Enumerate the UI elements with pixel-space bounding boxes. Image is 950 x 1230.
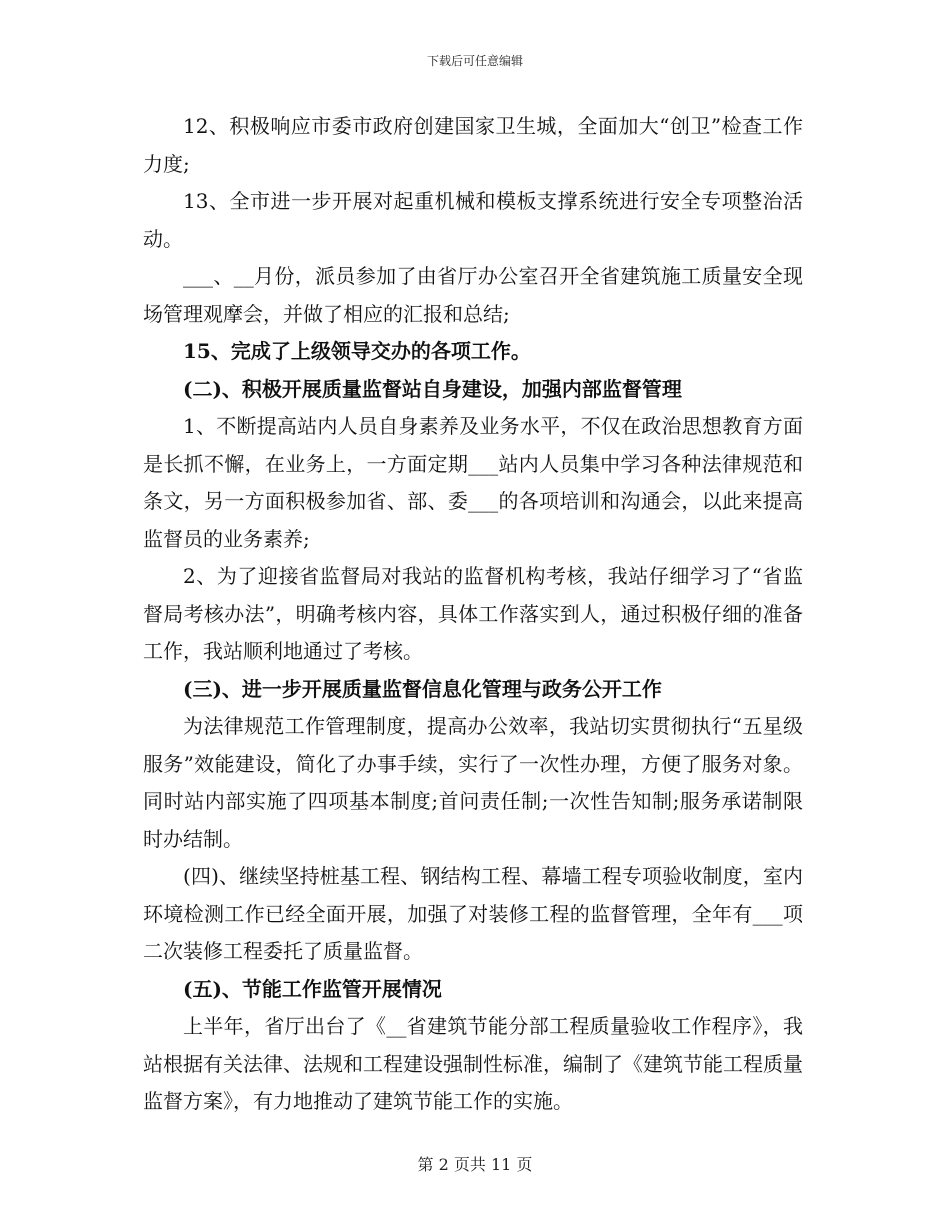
paragraph-s2-2: 2、为了迎接省监督局对我站的监督机构考核，我站仔细学习了“省监督局考核办法”，明确考核内容，具体工作落实到人，通过积极仔细的准备工作，我站顺利地通过了考核。 [143,564,803,663]
paragraph-15: 15、完成了上级领导交办的各项工作。 [183,339,531,363]
section-heading-2: (二)、积极开展质量监督站自身建设，加强内部监督管理 [183,376,682,401]
paragraph-s3: 为法律规范工作管理制度，提高办公效率，我站切实贯彻执行“五星级服务”效能建设，简化了办事手续，实行了一次性办理，方便了服务对象。同时站内部实施了四项基本制度;首问责任制;一次性告知制;服务承诺制限时办结制。 [143,714,803,851]
paragraph-13: 13、全市进一步开展对起重机械和模板支撑系统进行安全专项整治活动。 [143,189,803,251]
document-body [143,108,803,1121]
paragraph-s4: (四)、继续坚持桩基工程、钢结构工程、幕墙工程专项验收制度，室内环境检测工作已经全面开展，加强了对装修工程的监督管理，全年有___项二次装修工程委托了质量监督。 [143,864,803,963]
paragraph-14: ___、__月份，派员参加了由省厅办公室召开全省建筑施工质量安全现场管理观摩会，并做了相应的汇报和总结; [143,264,803,326]
paragraph-s5: 上半年，省厅出台了《__省建筑节能分部工程质量验收工作程序》，我站根据有关法律、法规和工程建设强制性标准，编制了《建筑节能工程质量监督方案》，有力地推动了建筑节能工作的实施。 [143,1014,803,1113]
page-header: 下载后可任意编辑 [426,54,523,68]
paragraph-12: 12、积极响应市委市政府创建国家卫生城，全面加大“创卫”检查工作力度; [143,114,803,176]
paragraph-s2-1: 1、不断提高站内人员自身素养及业务水平，不仅在政治思想教育方面是长抓不懈，在业务上，一方面定期___站内人员集中学习各种法律规范和条文，另一方面积极参加省、部、委___的各项培训和沟通会，以此来提高监督员的业务素养; [143,414,803,551]
section-heading-3: (三)、进一步开展质量监督信息化管理与政务公开工作 [183,676,662,701]
page-number: 第 2 页共 11 页 [417,1155,533,1174]
section-heading-5: (五)、节能工作监管开展情况 [183,976,442,1001]
